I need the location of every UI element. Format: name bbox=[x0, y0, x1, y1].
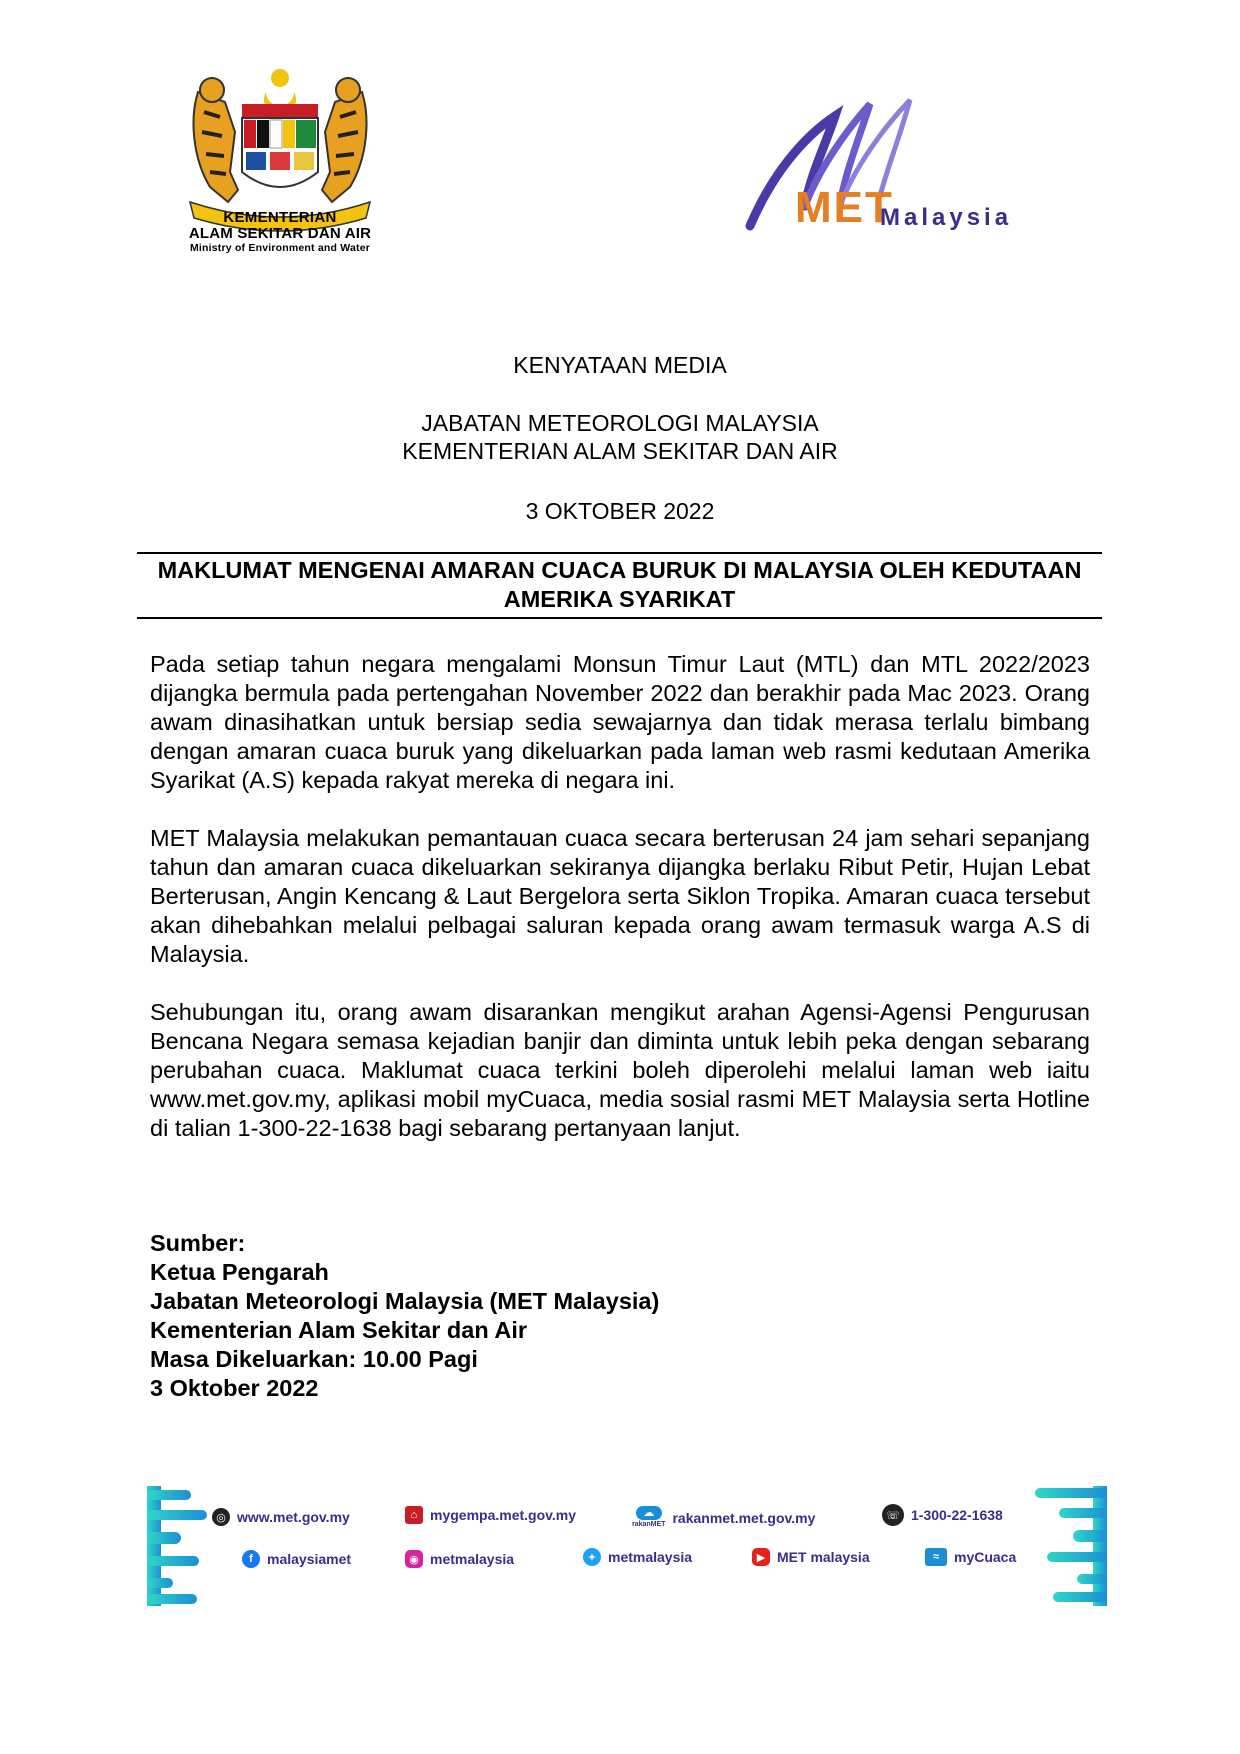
met-logo-text: MET bbox=[795, 183, 894, 232]
footer-twitter-text: metmalaysia bbox=[608, 1549, 693, 1565]
footer-rakanmet-text: rakanmet.met.gov.my bbox=[672, 1509, 816, 1526]
instagram-icon: ◉ bbox=[405, 1550, 423, 1568]
source-ministry: Kementerian Alam Sekitar dan Air bbox=[150, 1317, 527, 1343]
facebook-icon: f bbox=[242, 1550, 260, 1568]
cloud-icon: ☁ bbox=[636, 1506, 662, 1520]
department-heading: JABATAN METEOROLOGI MALAYSIA bbox=[421, 410, 819, 436]
footer-website[interactable] bbox=[212, 1508, 350, 1526]
footer-hotline-text: 1-300-22-1638 bbox=[911, 1507, 1003, 1523]
mycuaca-app-icon: ≈ bbox=[925, 1548, 947, 1566]
source-block bbox=[150, 1229, 659, 1403]
statement-date: 3 OKTOBER 2022 bbox=[525, 498, 715, 524]
body-paragraph-2: MET Malaysia melakukan pemantauan cuaca secara berterusan 24 jam sehari sepanjang tahun dan amaran cuaca dikeluarkan sekiranya dijangka berlaku Ribut Petir, Hujan Lebat Berterusan, Angin Kencang & Laut Bergelora serta Siklon Tropika. Amaran cuaca tersebut akan dihebahkan melalui pelbagai saluran kepada orang awam termasuk warga A.S di Malaysia. bbox=[150, 825, 1090, 967]
body-paragraph-1: Pada setiap tahun negara mengalami Monsun Timur Laut (MTL) dan MTL 2022/2023 dijangka bermula pada pertengahan November 2022 dan berakhir pada Mac 2023. Orang awam dinasihatkan untuk bersiap sedia sewajarnya dan tidak merasa terlalu bimbang dengan amaran cuaca buruk yang dikeluarkan pada laman web rasmi kedutaan Amerika Syarikat (A.S) kepada rakyat mereka di negara ini. bbox=[150, 651, 1090, 793]
headline-bottom-rule bbox=[137, 617, 1102, 619]
source-department: Jabatan Meteorologi Malaysia (MET Malaysia) bbox=[150, 1288, 660, 1314]
footer-rakanmet-site[interactable] bbox=[632, 1506, 815, 1529]
footer-app-text: myCuaca bbox=[954, 1549, 1017, 1565]
twitter-icon: ✦ bbox=[583, 1548, 601, 1566]
met-logo-subtext: Malaysia bbox=[880, 204, 1013, 231]
source-position: Ketua Pengarah bbox=[150, 1259, 329, 1285]
footer-hotline[interactable] bbox=[882, 1504, 1003, 1526]
ministry-heading: KEMENTERIAN ALAM SEKITAR DAN AIR bbox=[402, 438, 838, 464]
footer-instagram[interactable] bbox=[405, 1550, 514, 1568]
footer-website-text: www.met.gov.my bbox=[237, 1509, 350, 1525]
footer-instagram-text: metmalaysia bbox=[430, 1551, 515, 1567]
ministry-name-english: Ministry of Environment and Water bbox=[189, 242, 371, 254]
footer-gempa-text: mygempa.met.gov.my bbox=[430, 1507, 577, 1523]
phone-icon: ☏ bbox=[882, 1504, 904, 1526]
seismograph-icon: ⌂ bbox=[405, 1506, 423, 1524]
footer-youtube[interactable] bbox=[752, 1548, 870, 1566]
footer-contact-banner bbox=[147, 1486, 1107, 1606]
ministry-name-line1: KEMENTERIAN bbox=[223, 209, 337, 226]
statement-headline: MAKLUMAT MENGENAI AMARAN CUACA BURUK DI MALAYSIA OLEH KEDUTAAN AMERIKA SYARIKAT bbox=[157, 557, 1082, 612]
ministry-name-line2: ALAM SEKITAR DAN AIR bbox=[188, 225, 372, 242]
source-release-time: Masa Dikeluarkan: 10.00 Pagi bbox=[150, 1346, 478, 1372]
footer-facebook[interactable] bbox=[242, 1550, 351, 1568]
source-label: Sumber: bbox=[150, 1230, 246, 1256]
rakanmet-badge: rakanMET bbox=[632, 1521, 666, 1528]
ministry-name-block bbox=[175, 210, 385, 254]
footer-youtube-text: MET malaysia bbox=[777, 1549, 870, 1565]
footer-gempa-site[interactable] bbox=[405, 1506, 576, 1524]
headline-top-rule bbox=[137, 552, 1102, 554]
footer-app[interactable] bbox=[925, 1548, 1016, 1566]
footer-facebook-text: malaysiamet bbox=[267, 1551, 352, 1567]
statement-type-heading: KENYATAAN MEDIA bbox=[513, 352, 727, 378]
body-paragraph-3: Sehubungan itu, orang awam disarankan mengikut arahan Agensi-Agensi Pengurusan Bencana Negara semasa kejadian banjir dan diminta untuk lebih peka dengan sebarang perubahan cuaca. Maklumat cuaca terkini boleh diperolehi melalui laman web iaitu www.met.gov.my, aplikasi mobil myCuaca, media sosial rasmi MET Malaysia serta Hotline di talian 1-300-22-1638 bagi sebarang pertanyaan lanjut. bbox=[150, 999, 1090, 1141]
footer-twitter[interactable] bbox=[583, 1548, 692, 1566]
rakanmet-logo bbox=[632, 1506, 665, 1529]
youtube-icon: ▶ bbox=[752, 1548, 770, 1566]
globe-icon: ◎ bbox=[212, 1508, 230, 1526]
source-date: 3 Oktober 2022 bbox=[150, 1375, 319, 1401]
